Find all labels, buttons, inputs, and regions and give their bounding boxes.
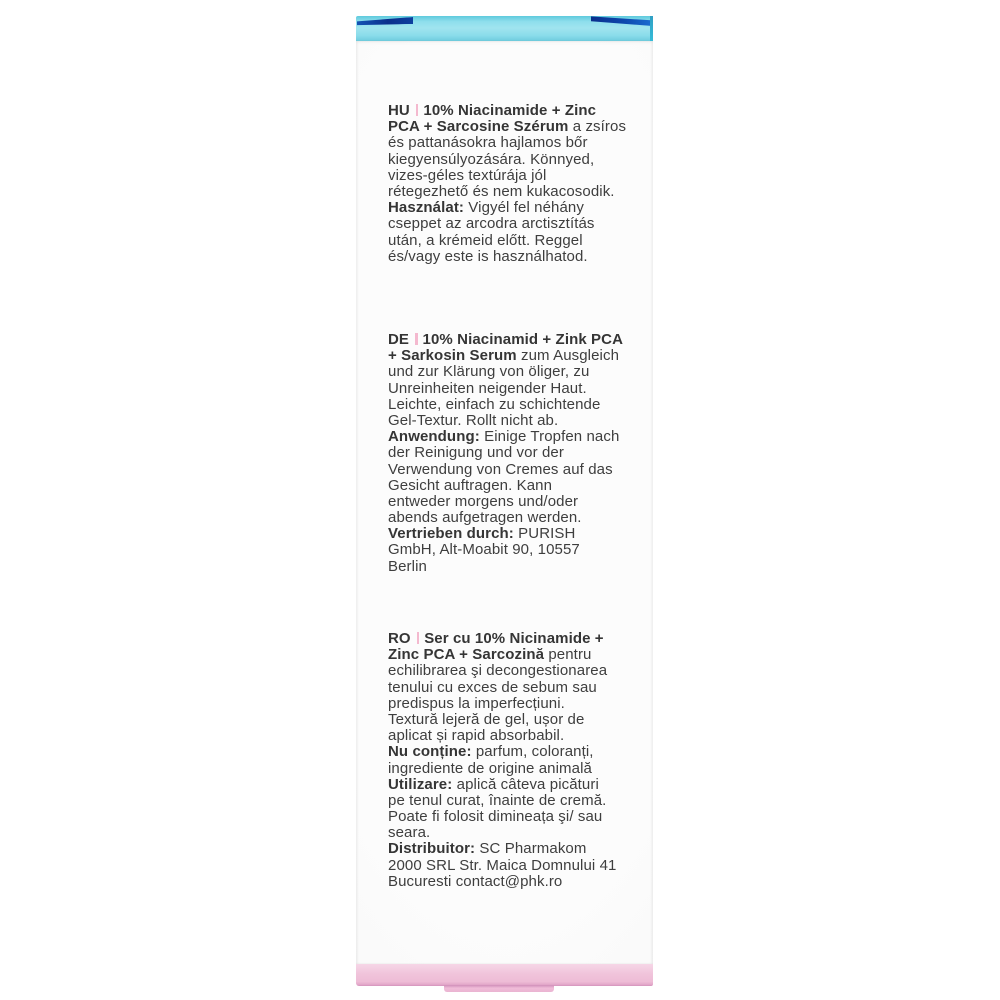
text-line [388, 119, 650, 135]
text-segment: Leichte, einfach zu schichtende [388, 395, 601, 413]
box-bottom-edge [356, 964, 653, 986]
text-segment-bold: PCA + Sarcosine Szérum [388, 118, 569, 136]
top-edge-gloss-right [591, 16, 651, 27]
text-segment: parfum, coloranți, [471, 743, 594, 761]
box-front-face [356, 41, 653, 964]
text-line [388, 184, 650, 200]
text-segment: a zsíros [568, 118, 627, 136]
text-segment: 2000 SRL Str. Maica Domnului 41 [388, 856, 617, 874]
text-line [388, 494, 650, 510]
text-segment: Gesicht auftragen. Kann [388, 476, 553, 494]
text-segment: predispus la imperfecțiuni. [388, 694, 565, 712]
text-segment: PURISH [513, 525, 576, 543]
text-segment: entweder morgens und/oder [388, 492, 579, 510]
text-line [388, 429, 650, 445]
text-segment-bold: Nu conține: [388, 743, 472, 761]
text-segment: Berlin [388, 557, 427, 575]
text-segment-bold: HU [388, 102, 410, 119]
text-segment: und zur Klärung von öliger, zu [388, 363, 590, 381]
text-line [388, 712, 650, 728]
box-bottom-flap [444, 985, 554, 992]
text-segment: pentru [544, 646, 592, 664]
text-line [388, 397, 650, 413]
text-segment-bold: Ser cu 10% Nicinamide + [424, 630, 604, 647]
text-line [388, 200, 650, 216]
text-segment: és/vagy este is használhatod. [388, 247, 588, 265]
text-block-ro [388, 631, 650, 890]
text-segment: után, a krémeid előtt. Reggel [388, 231, 583, 249]
text-line [388, 793, 650, 809]
text-segment-bold: DE [388, 331, 410, 348]
text-line [388, 663, 650, 679]
text-line [388, 696, 650, 712]
text-segment: rétegezhető és nem kukacosodik. [388, 182, 615, 200]
text-line [388, 809, 650, 825]
text-segment: Verwendung von Cremes auf das [388, 460, 613, 478]
text-line [388, 647, 650, 663]
text-segment: Unreinheiten neigender Haut. [388, 379, 587, 397]
text-segment-bold: Anwendung: [388, 428, 480, 446]
text-segment: ingrediente de origine animală [388, 759, 592, 777]
text-segment: és pattanásokra hajlamos bőr [388, 134, 588, 152]
text-segment-bold: RO [388, 630, 411, 647]
text-segment: Textură lejeră de gel, ușor de [388, 710, 585, 728]
text-line [388, 744, 650, 760]
text-segment: aplică câteva picături [452, 775, 599, 793]
text-segment-bold: Zinc PCA + Sarcozină [388, 646, 545, 664]
text-segment: Bucuresti contact@phk.ro [388, 872, 563, 890]
text-line [388, 559, 650, 575]
text-line [388, 777, 650, 793]
text-block-hu [388, 103, 650, 265]
text-line [388, 135, 650, 151]
top-edge-corner-sliver [650, 16, 653, 41]
text-line [388, 761, 650, 777]
text-segment: SC Pharmakom [475, 840, 587, 858]
text-line [388, 858, 650, 874]
text-segment: aplicat și rapid absorbabil. [388, 727, 565, 745]
product-box [356, 16, 653, 986]
text-segment: Vigyél fel néhány [464, 199, 584, 217]
text-line [388, 478, 650, 494]
text-block-de [388, 332, 650, 575]
text-line [388, 874, 650, 890]
text-line [388, 526, 650, 542]
text-line [388, 332, 650, 348]
text-line [388, 249, 650, 265]
text-segment: cseppet az arcodra arctisztítás [388, 215, 595, 233]
text-line [388, 841, 650, 857]
text-line [388, 168, 650, 184]
text-segment: abends aufgetragen werden. [388, 509, 582, 527]
text-segment: zum Ausgleich [516, 347, 620, 365]
text-line [388, 510, 650, 526]
text-segment: GmbH, Alt-Moabit 90, 10557 [388, 541, 580, 559]
lang-divider [417, 632, 420, 644]
text-segment: Poate fi folosit dimineața şi/ sau [388, 808, 603, 826]
text-line [388, 364, 650, 380]
text-line [388, 462, 650, 478]
lang-divider [416, 104, 419, 116]
lang-divider [415, 333, 418, 345]
text-line [388, 381, 650, 397]
text-line [388, 152, 650, 168]
text-segment-bold: 10% Niacinamid + Zink PCA [422, 331, 624, 348]
text-line [388, 825, 650, 841]
text-segment: der Reinigung und vor der [388, 444, 564, 462]
text-line [388, 413, 650, 429]
text-segment: kiegyensúlyozására. Könnyed, [388, 150, 595, 168]
text-line [388, 348, 650, 364]
text-segment: seara. [388, 824, 431, 842]
text-line [388, 216, 650, 232]
text-segment: pe tenul curat, înainte de cremă. [388, 791, 607, 809]
text-segment-bold: Utilizare: [388, 775, 453, 793]
text-segment: vizes-géles textúrája jól [388, 166, 547, 184]
text-segment: Einige Tropfen nach [479, 428, 620, 446]
text-segment-bold: Vertrieben durch: [388, 525, 514, 543]
text-line [388, 542, 650, 558]
text-line [388, 233, 650, 249]
text-segment-bold: 10% Niacinamide + Zinc [423, 102, 597, 119]
text-line [388, 728, 650, 744]
text-line [388, 680, 650, 696]
text-segment: echilibrarea şi decongestionarea [388, 662, 608, 680]
text-segment: tenului cu exces de sebum sau [388, 678, 597, 696]
text-segment-bold: Használat: [388, 199, 465, 217]
text-line [388, 103, 650, 119]
box-top-edge [356, 16, 653, 41]
text-segment-bold: Distribuitor: [388, 840, 476, 858]
text-segment: Gel-Textur. Rollt nicht ab. [388, 411, 559, 429]
text-line [388, 445, 650, 461]
text-segment-bold: + Sarkosin Serum [388, 347, 517, 365]
top-edge-gloss-left [357, 17, 413, 26]
text-line [388, 631, 650, 647]
